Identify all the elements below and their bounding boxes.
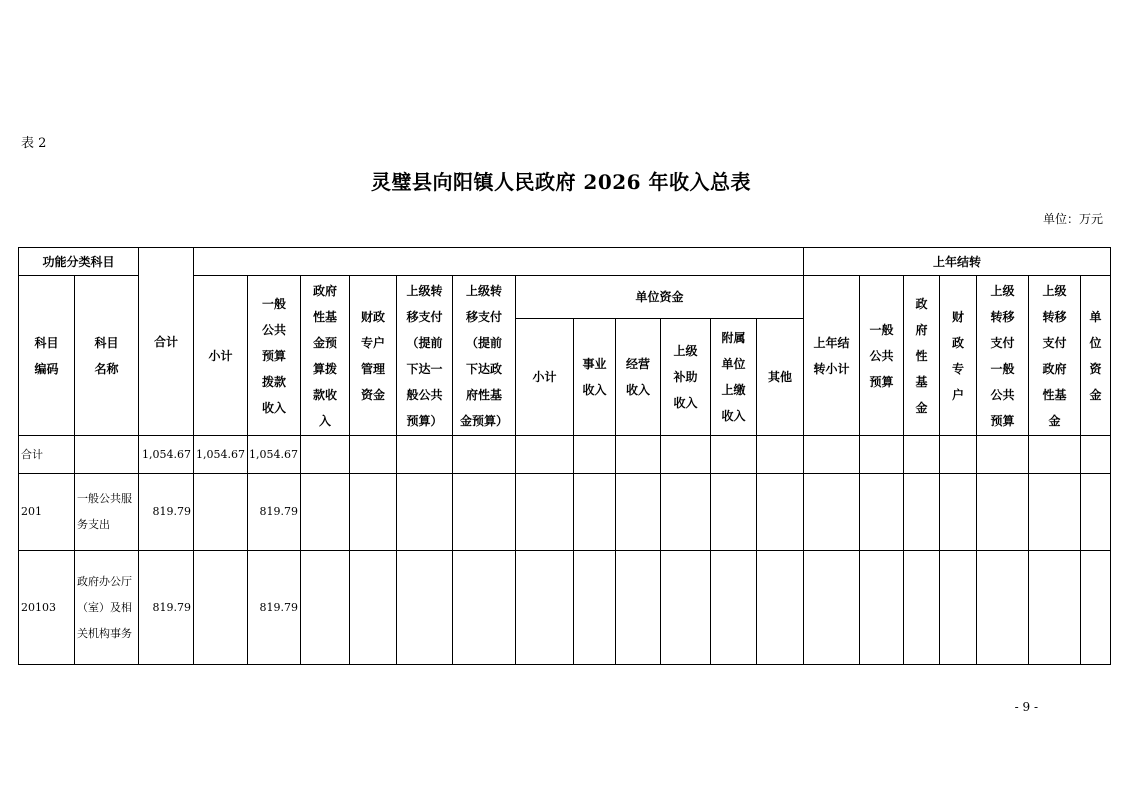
row-name (74, 550, 139, 665)
row-general-budget (247, 550, 301, 665)
row-empty-cell (710, 435, 757, 474)
row-empty-cell (515, 473, 574, 551)
row-empty-cell (803, 435, 860, 474)
row-code-text: 201 (21, 505, 42, 518)
row-empty-cell (859, 550, 904, 665)
header-operating-income-text: 经营 收入 (625, 357, 650, 397)
header-carry-unit-funds-text: 单 位 资 金 (1089, 309, 1102, 402)
row-empty-cell (1080, 473, 1111, 551)
header-gov-fund-alloc (300, 275, 350, 436)
row-empty-cell (396, 550, 453, 665)
header-prev-carry-text: 上年结转 (932, 254, 981, 269)
header-affiliated-income-text: 附属 单位 上缴 收入 (721, 331, 746, 423)
row-empty-cell (976, 473, 1029, 551)
header-business-income (573, 318, 616, 436)
header-blank-top (193, 247, 804, 276)
row-empty-cell (615, 473, 661, 551)
header-code (18, 275, 75, 436)
header-name-text: 科目 名称 (94, 335, 119, 376)
row-subtotal-text: 1,054.67 (196, 447, 245, 461)
header-carry-transfer-gov-fund-text: 上级 转移 支付 政府 性基 金 (1042, 283, 1067, 428)
row-total (138, 473, 194, 551)
row-code (18, 435, 75, 474)
header-operating-income (615, 318, 661, 436)
row-empty-cell (1080, 550, 1111, 665)
row-name (74, 473, 139, 551)
row-name (74, 435, 139, 474)
page-number: - 9 - (1014, 700, 1038, 714)
row-empty-cell (756, 473, 804, 551)
row-code (18, 550, 75, 665)
row-code-text: 20103 (21, 600, 56, 614)
row-total-text: 819.79 (152, 600, 191, 614)
row-code-text: 合计 (21, 447, 43, 461)
row-empty-cell (903, 550, 940, 665)
row-empty-cell (300, 473, 350, 551)
row-empty-cell (1028, 435, 1081, 474)
row-empty-cell (710, 473, 757, 551)
header-transfer-gov-fund (452, 275, 516, 436)
row-name-text: 一般公共服 务支出 (77, 492, 132, 531)
row-empty-cell (660, 473, 711, 551)
header-total (138, 247, 194, 436)
header-prev-carry (803, 247, 1111, 276)
header-name (74, 275, 139, 436)
row-empty-cell (859, 435, 904, 474)
row-empty-cell (349, 473, 397, 551)
row-empty-cell (939, 473, 977, 551)
header-func-class-text: 功能分类科目 (42, 254, 115, 269)
row-empty-cell (1028, 550, 1081, 665)
row-empty-cell (515, 435, 574, 474)
header-carry-fiscal-special-text: 财 政 专 户 (951, 309, 964, 402)
row-empty-cell (396, 435, 453, 474)
row-empty-cell (452, 435, 516, 474)
row-general-budget (247, 435, 301, 474)
row-empty-cell (903, 473, 940, 551)
row-empty-cell (756, 435, 804, 474)
row-empty-cell (452, 473, 516, 551)
row-name-text: 政府办公厅 （室）及相 关机构事务 (77, 574, 132, 640)
row-empty-cell (710, 550, 757, 665)
row-general-budget (247, 473, 301, 551)
row-subtotal (193, 435, 248, 474)
header-carry-gov-fund-text: 政 府 性 基 金 (915, 296, 928, 415)
header-unit-subtotal-text: 小计 (532, 370, 557, 384)
header-other (756, 318, 804, 436)
header-transfer-general (396, 275, 453, 436)
header-carry-transfer-gov-fund (1028, 275, 1081, 436)
header-carry-transfer-general-text: 上级 转移 支付 一般 公共 预算 (990, 283, 1015, 428)
row-empty-cell (349, 550, 397, 665)
header-other-text: 其他 (767, 370, 792, 384)
header-subsidy-income (660, 318, 711, 436)
row-empty-cell (903, 435, 940, 474)
row-empty-cell (573, 435, 616, 474)
header-fiscal-special-text: 财政 专户 管理 资金 (360, 309, 385, 402)
row-total (138, 435, 194, 474)
row-empty-cell (803, 473, 860, 551)
row-empty-cell (1028, 473, 1081, 551)
row-empty-cell (803, 550, 860, 665)
row-total-text: 819.79 (152, 505, 191, 518)
row-total (138, 550, 194, 665)
row-empty-cell (573, 473, 616, 551)
header-affiliated-income (710, 318, 757, 436)
header-transfer-gov-fund-text: 上级转 移支付 （提前 下达政 府性基 金预算） (459, 283, 508, 428)
row-empty-cell (349, 435, 397, 474)
row-empty-cell (573, 550, 616, 665)
row-empty-cell (859, 473, 904, 551)
document-title: 灵璧县向阳镇人民政府 2026 年收入总表 (370, 170, 752, 194)
row-empty-cell (660, 550, 711, 665)
header-subtotal (193, 275, 248, 436)
header-carry-subtotal-text: 上年结 转小计 (813, 335, 850, 376)
row-general-budget-text: 819.79 (259, 505, 298, 518)
header-subtotal-text: 小计 (208, 348, 233, 363)
header-carry-general-budget (859, 275, 904, 436)
row-subtotal (193, 550, 248, 665)
header-general-budget-alloc-text: 一般 公共 预算 拨款 收入 (261, 296, 286, 415)
row-empty-cell (615, 435, 661, 474)
row-empty-cell (939, 435, 977, 474)
table-label: 表 2 (21, 136, 47, 151)
row-general-budget-text: 1,054.67 (249, 447, 298, 461)
header-unit-funds (515, 275, 804, 319)
row-empty-cell (396, 473, 453, 551)
row-empty-cell (939, 550, 977, 665)
header-business-income-text: 事业 收入 (582, 357, 607, 397)
unit-label: 单位：万元 (1042, 212, 1103, 226)
header-carry-subtotal (803, 275, 860, 436)
row-empty-cell (515, 550, 574, 665)
header-carry-gov-fund (903, 275, 940, 436)
row-empty-cell (300, 435, 350, 474)
row-total-text: 1,054.67 (142, 447, 191, 461)
row-general-budget-text: 819.79 (259, 600, 298, 614)
header-fiscal-special (349, 275, 397, 436)
header-code-text: 科目 编码 (34, 335, 59, 376)
header-carry-unit-funds (1080, 275, 1111, 436)
header-carry-general-budget-text: 一般 公共 预算 (869, 322, 894, 389)
header-transfer-general-text: 上级转 移支付 （提前 下达一 般公共 预算） (406, 283, 443, 428)
row-empty-cell (976, 550, 1029, 665)
row-empty-cell (976, 435, 1029, 474)
row-empty-cell (300, 550, 350, 665)
row-subtotal (193, 473, 248, 551)
header-unit-subtotal (515, 318, 574, 436)
header-general-budget-alloc (247, 275, 301, 436)
row-empty-cell (615, 550, 661, 665)
header-unit-funds-text: 单位资金 (635, 290, 684, 304)
row-empty-cell (756, 550, 804, 665)
header-total-text: 合计 (153, 334, 178, 349)
row-empty-cell (452, 550, 516, 665)
row-empty-cell (660, 435, 711, 474)
header-gov-fund-alloc-text: 政府 性基 金预 算拨 款收 入 (312, 283, 337, 428)
row-empty-cell (1080, 435, 1111, 474)
header-subsidy-income-text: 上级 补助 收入 (673, 344, 698, 410)
row-code (18, 473, 75, 551)
header-func-class (18, 247, 139, 276)
header-carry-transfer-general (976, 275, 1029, 436)
header-carry-fiscal-special (939, 275, 977, 436)
